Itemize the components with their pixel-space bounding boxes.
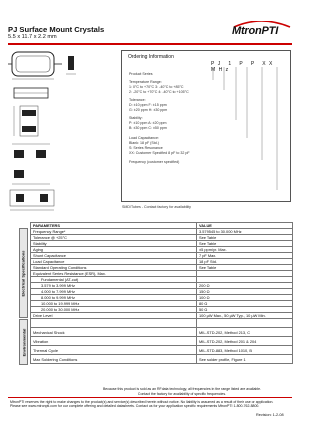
footer-legal-line: MtronPTI reserves the right to make changes to the product(s) and service(s) described herein without notice. No liability is assumed as a result of their use or application. [10, 400, 274, 404]
value-cell: 80 Ω [197, 301, 293, 307]
param-cell: Frequency Range* [31, 229, 197, 235]
page-subtitle: 5.5 x 11.7 x 2.2 mm [8, 34, 57, 40]
side-view-drawing [66, 56, 76, 74]
value-cell: ±5 ppm/yr. Max. [197, 247, 293, 253]
ordering-row: G: ±20 ppm H: ±30 ppm [129, 108, 168, 112]
ordering-footnote: SMD/Tubes - Contact factory for availability [122, 205, 191, 209]
header-parameters: PARAMETERS [31, 223, 197, 229]
param-cell: Aging [31, 247, 197, 253]
land-pattern-drawing [14, 106, 38, 136]
electrical-specs-label [19, 228, 28, 318]
header-value: VALUE [197, 223, 293, 229]
table-row [31, 346, 293, 355]
footer-note-line: Because this product is sold as an RFdata technology, all frequencies in the range listed are available. [102, 387, 262, 391]
footer-divider [8, 397, 292, 398]
param-cell: Fundamental (AT-cut) [31, 277, 197, 283]
value-cell: See solder profile, Figure 1 [197, 355, 293, 364]
param-cell: Shunt Capacitance [31, 253, 197, 259]
package-drawings [6, 48, 106, 218]
table-row [31, 355, 293, 364]
ordering-row: S: Series Resonance [129, 146, 163, 150]
header-divider [8, 43, 292, 45]
ordering-row: 1: 0°C to +70°C 3: -40°C to +85°C [129, 85, 184, 89]
param-cell: 8.000 to 9.999 MHz [31, 295, 197, 301]
electrical-specs-text: Electrical Specifications [21, 249, 26, 297]
param-cell: Max Soldering Conditions [31, 355, 197, 364]
table-row [31, 337, 293, 346]
end-view-drawing [14, 88, 48, 98]
param-cell: Standard Operating Conditions [31, 265, 197, 271]
param-cell: Stability [31, 241, 197, 247]
param-cell: Drive Level [31, 313, 197, 319]
param-cell: Thermal Cycle [31, 346, 197, 355]
ordering-row: B: ±30 ppm C: ±50 ppm [129, 126, 167, 130]
pad-layout-drawing [12, 144, 50, 184]
value-cell: MIL-STD-202, Method 213, C [197, 328, 293, 337]
environmental-label [19, 319, 28, 365]
value-cell: 50 Ω [197, 307, 293, 313]
footer-legal-line: Please see www.mtronpti.com for our complete offering and detailed datasheets. Contact us for your application specific requirements MtronPTI 1-800-762-8800. [10, 404, 260, 409]
value-cell: MIL-STD-202, Method 201 & 204 [197, 337, 293, 346]
footprint-drawing [10, 190, 54, 210]
value-cell: 100 Ω [197, 295, 293, 301]
param-cell: 10.000 to 19.999 MHz [31, 301, 197, 307]
value-cell: 200 Ω [197, 283, 293, 289]
spacer-cell [31, 319, 197, 328]
ordering-row: 2: -20°C to +70°C 4: -40°C to +105°C [129, 90, 189, 94]
value-cell: 7 pF Max. [197, 253, 293, 259]
footer-legal-text [10, 400, 290, 409]
value-cell: See Table [197, 241, 293, 247]
param-cell: Equivalent Series Resistance (ESR), Max. [31, 271, 197, 277]
param-cell: Vibration [31, 337, 197, 346]
top-view-drawing [8, 52, 62, 79]
value-cell: 3.579545 to 30.000 MHz [197, 229, 293, 235]
param-cell: Tolerance @ +25°C [31, 235, 197, 241]
ordering-row: XX: Customer Specified 8 pF to 32 pF [129, 151, 190, 155]
param-cell: 20.000 to 30.000 MHz [31, 307, 197, 313]
brand-logo: MtronPTI [232, 25, 279, 37]
spacer-cell [197, 319, 293, 328]
page-title: PJ Surface Mount Crystals [8, 25, 105, 34]
param-cell: Load Capacitance [31, 259, 197, 265]
value-cell: 100 μW Max., 50 μW Typ., 10 μW Min. [197, 313, 293, 319]
ordering-row: Product Series [129, 72, 153, 76]
value-cell: MIL-STD-883, Method 1010, B [197, 346, 293, 355]
table-row [31, 328, 293, 337]
value-cell: See Table [197, 265, 293, 271]
revision-label: Revision: 1-2-08 [256, 413, 284, 417]
param-cell: 4.000 to 7.999 MHz [31, 289, 197, 295]
ordering-code-string: PJ 1 P P XX MHz [211, 61, 276, 73]
ordering-info-title: Ordering Information [128, 54, 174, 60]
ordering-row: P: ±10 ppm A: ±20 ppm [129, 121, 167, 125]
ordering-row: Load Capacitance: [129, 136, 159, 140]
ordering-row: Tolerance: [129, 98, 146, 102]
specifications-table [30, 222, 293, 364]
value-cell: 18 pF Std. [197, 259, 293, 265]
value-cell: 150 Ω [197, 289, 293, 295]
ordering-row: D: ±10 ppm F: ±15 ppm [129, 103, 167, 107]
ordering-row: Blank: 18 pF (Std.) [129, 141, 159, 145]
param-cell: Mechanical Shock [31, 328, 197, 337]
environmental-text: Environmental [21, 328, 27, 356]
ordering-row: Stability: [129, 116, 143, 120]
ordering-row: Temperature Range: [129, 80, 162, 84]
footer-note-line: Contact the factory for availability of specific frequencies. [137, 391, 227, 396]
param-cell: 3.579 to 3.999 MHz [31, 283, 197, 289]
ordering-row: Frequency (customer specified) [129, 160, 180, 164]
value-cell: See Table [197, 235, 293, 241]
footer-note [96, 387, 268, 396]
table-row [31, 319, 293, 328]
